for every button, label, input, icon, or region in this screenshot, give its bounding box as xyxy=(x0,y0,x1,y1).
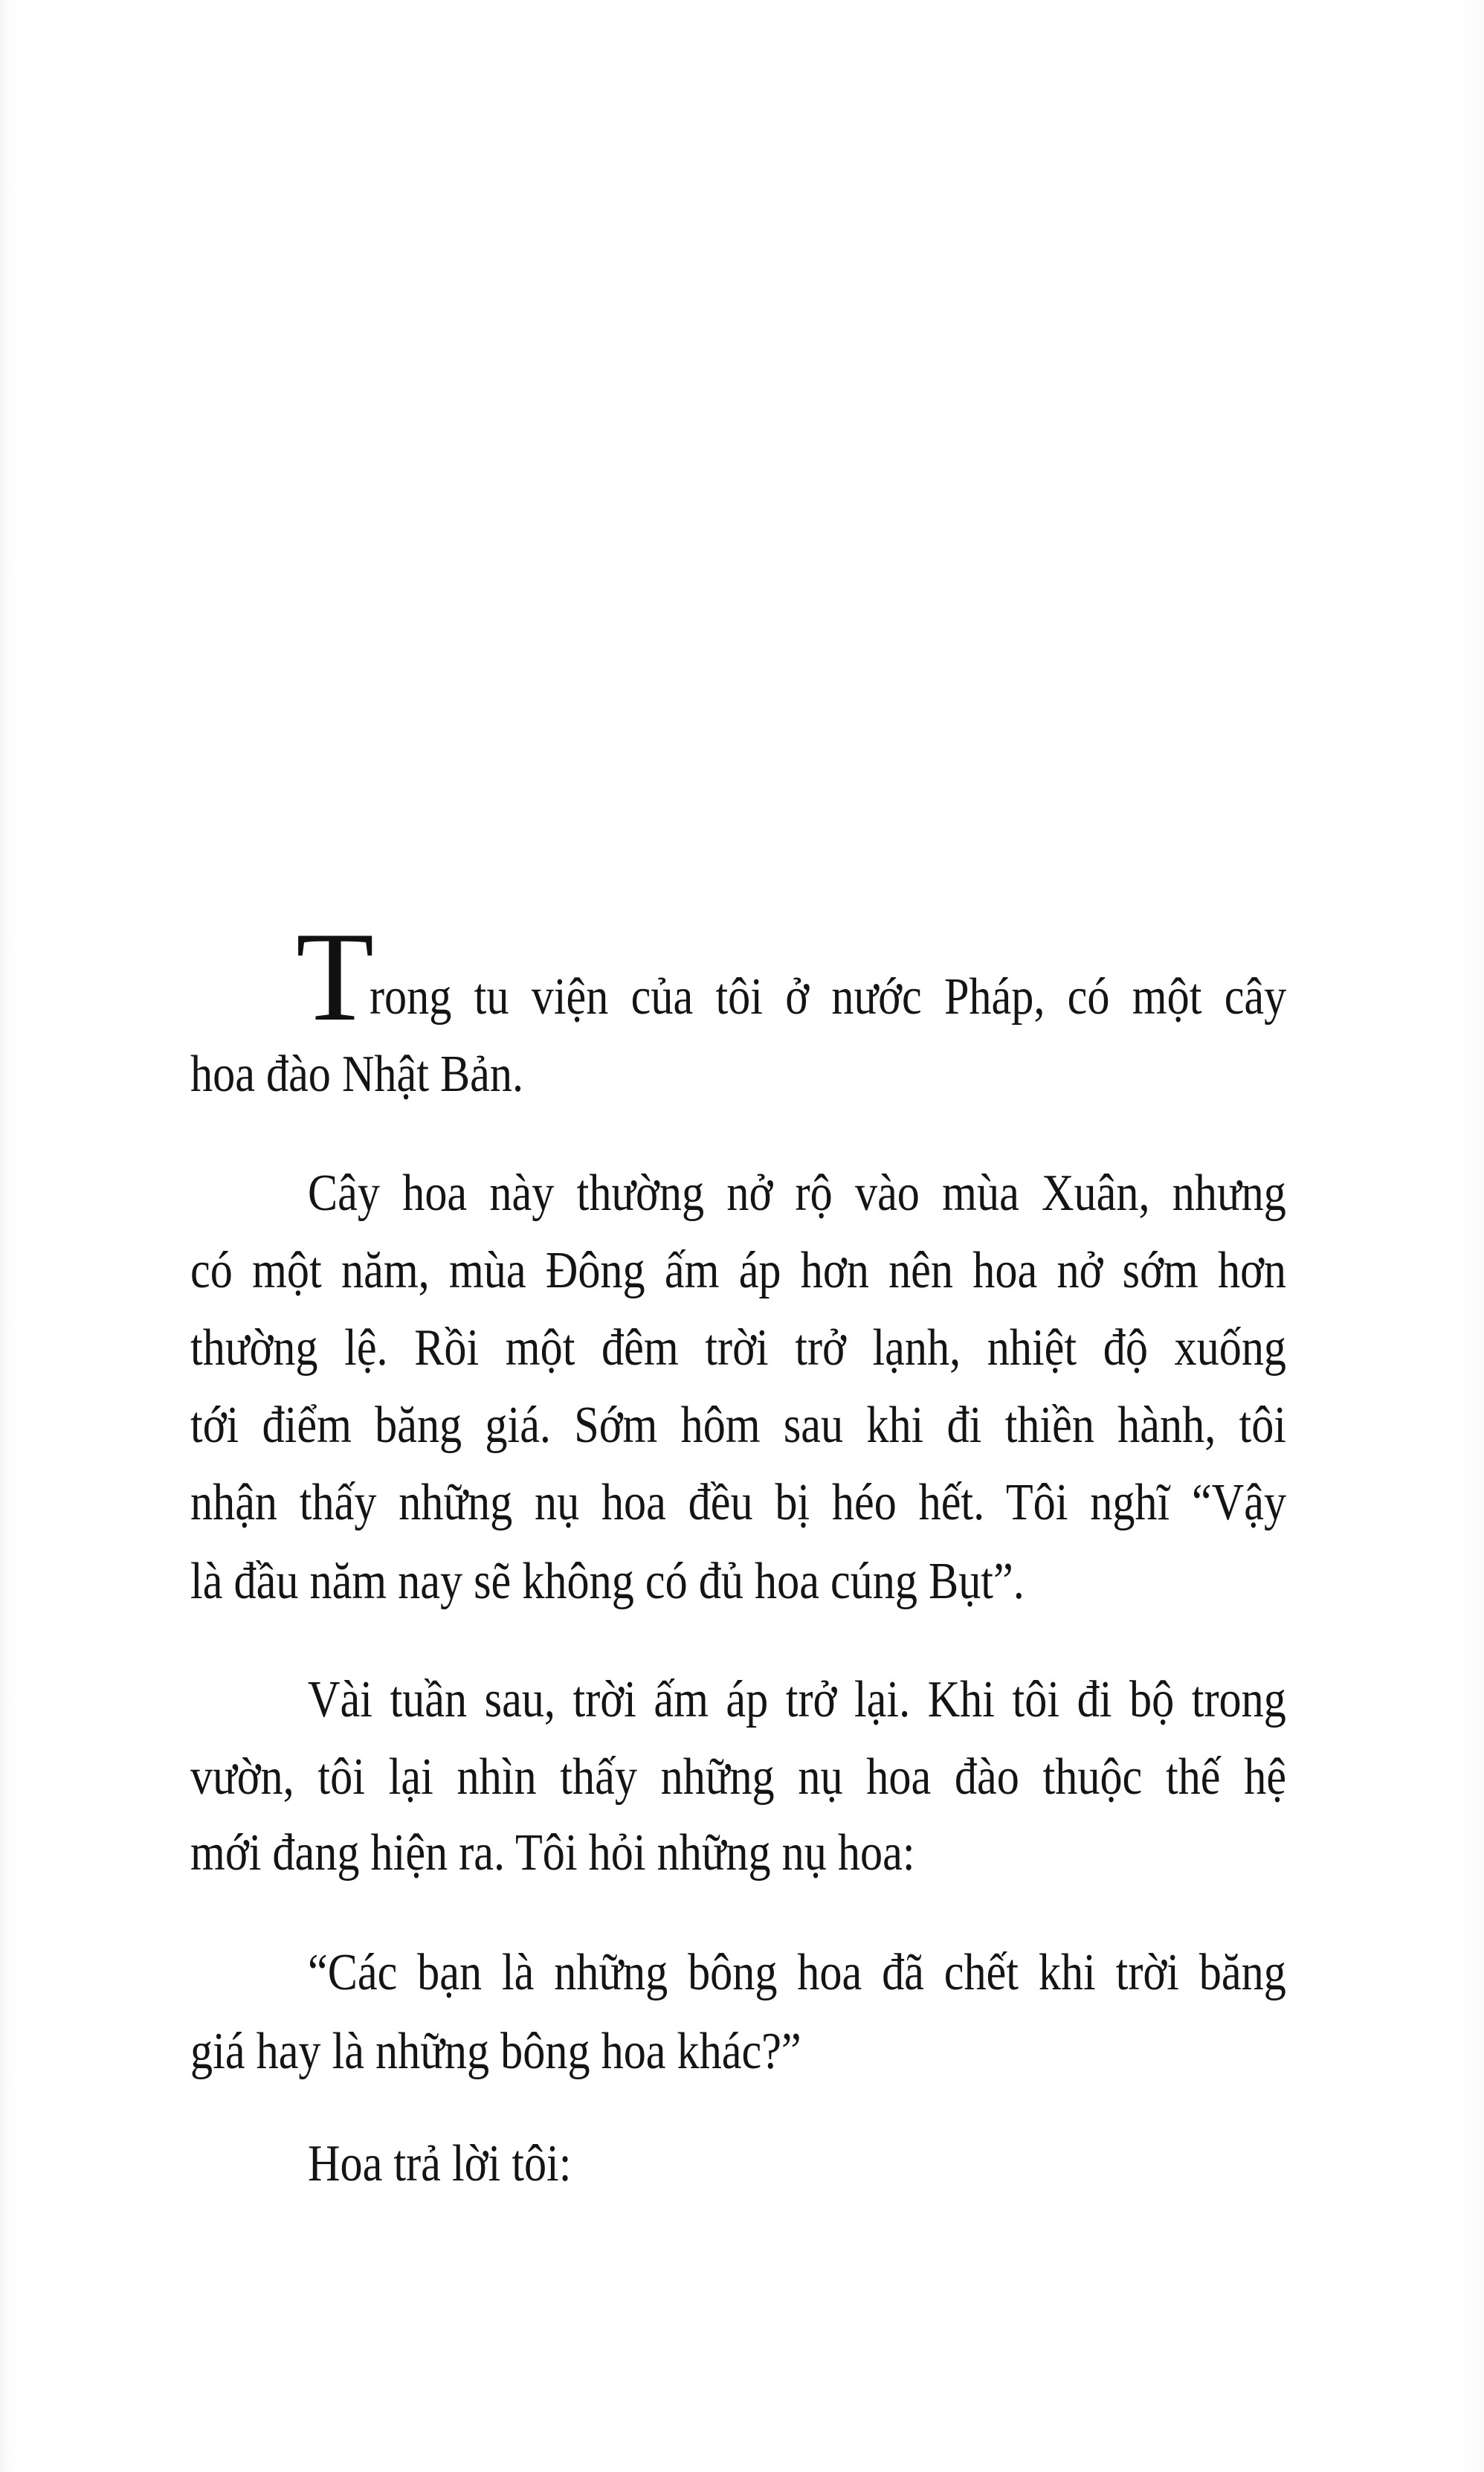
text-line: Vài tuần sau, trời ấm áp trở lại. Khi tôi đi bộ trong xyxy=(308,1671,1286,1728)
text-line: vườn, tôi lại nhìn thấy những nụ hoa đào thuộc thế hệ xyxy=(190,1748,1287,1806)
text-line: có một năm, mùa Đông ấm áp hơn nên hoa nở sớm hơn xyxy=(190,1242,1287,1299)
text-line: hoa đào Nhật Bản. xyxy=(190,1046,524,1103)
text-line: Cây hoa này thường nở rộ vào mùa Xuân, nhưng xyxy=(308,1165,1286,1222)
text-line: nhận thấy những nụ hoa đều bị héo hết. Tôi nghĩ “Vậy xyxy=(190,1474,1287,1531)
text-line: tới điểm băng giá. Sớm hôm sau khi đi thiền hành, tôi xyxy=(190,1397,1287,1454)
text-line: “Các bạn là những bông hoa đã chết khi trời băng xyxy=(308,1944,1286,2001)
drop-cap: T xyxy=(296,907,375,1048)
text-line: giá hay là những bông hoa khác?” xyxy=(190,2023,801,2080)
text-line: mới đang hiện ra. Tôi hỏi những nụ hoa: xyxy=(190,1824,915,1882)
text-line: là đầu năm nay sẽ không có đủ hoa cúng Bụt”. xyxy=(190,1553,1025,1610)
text-line: thường lệ. Rồi một đêm trời trở lạnh, nhiệt độ xuống xyxy=(190,1319,1287,1377)
text-line: rong tu viện của tôi ở nước Pháp, có một cây xyxy=(370,968,1287,1026)
text-line: Hoa trả lời tôi: xyxy=(308,2135,572,2192)
